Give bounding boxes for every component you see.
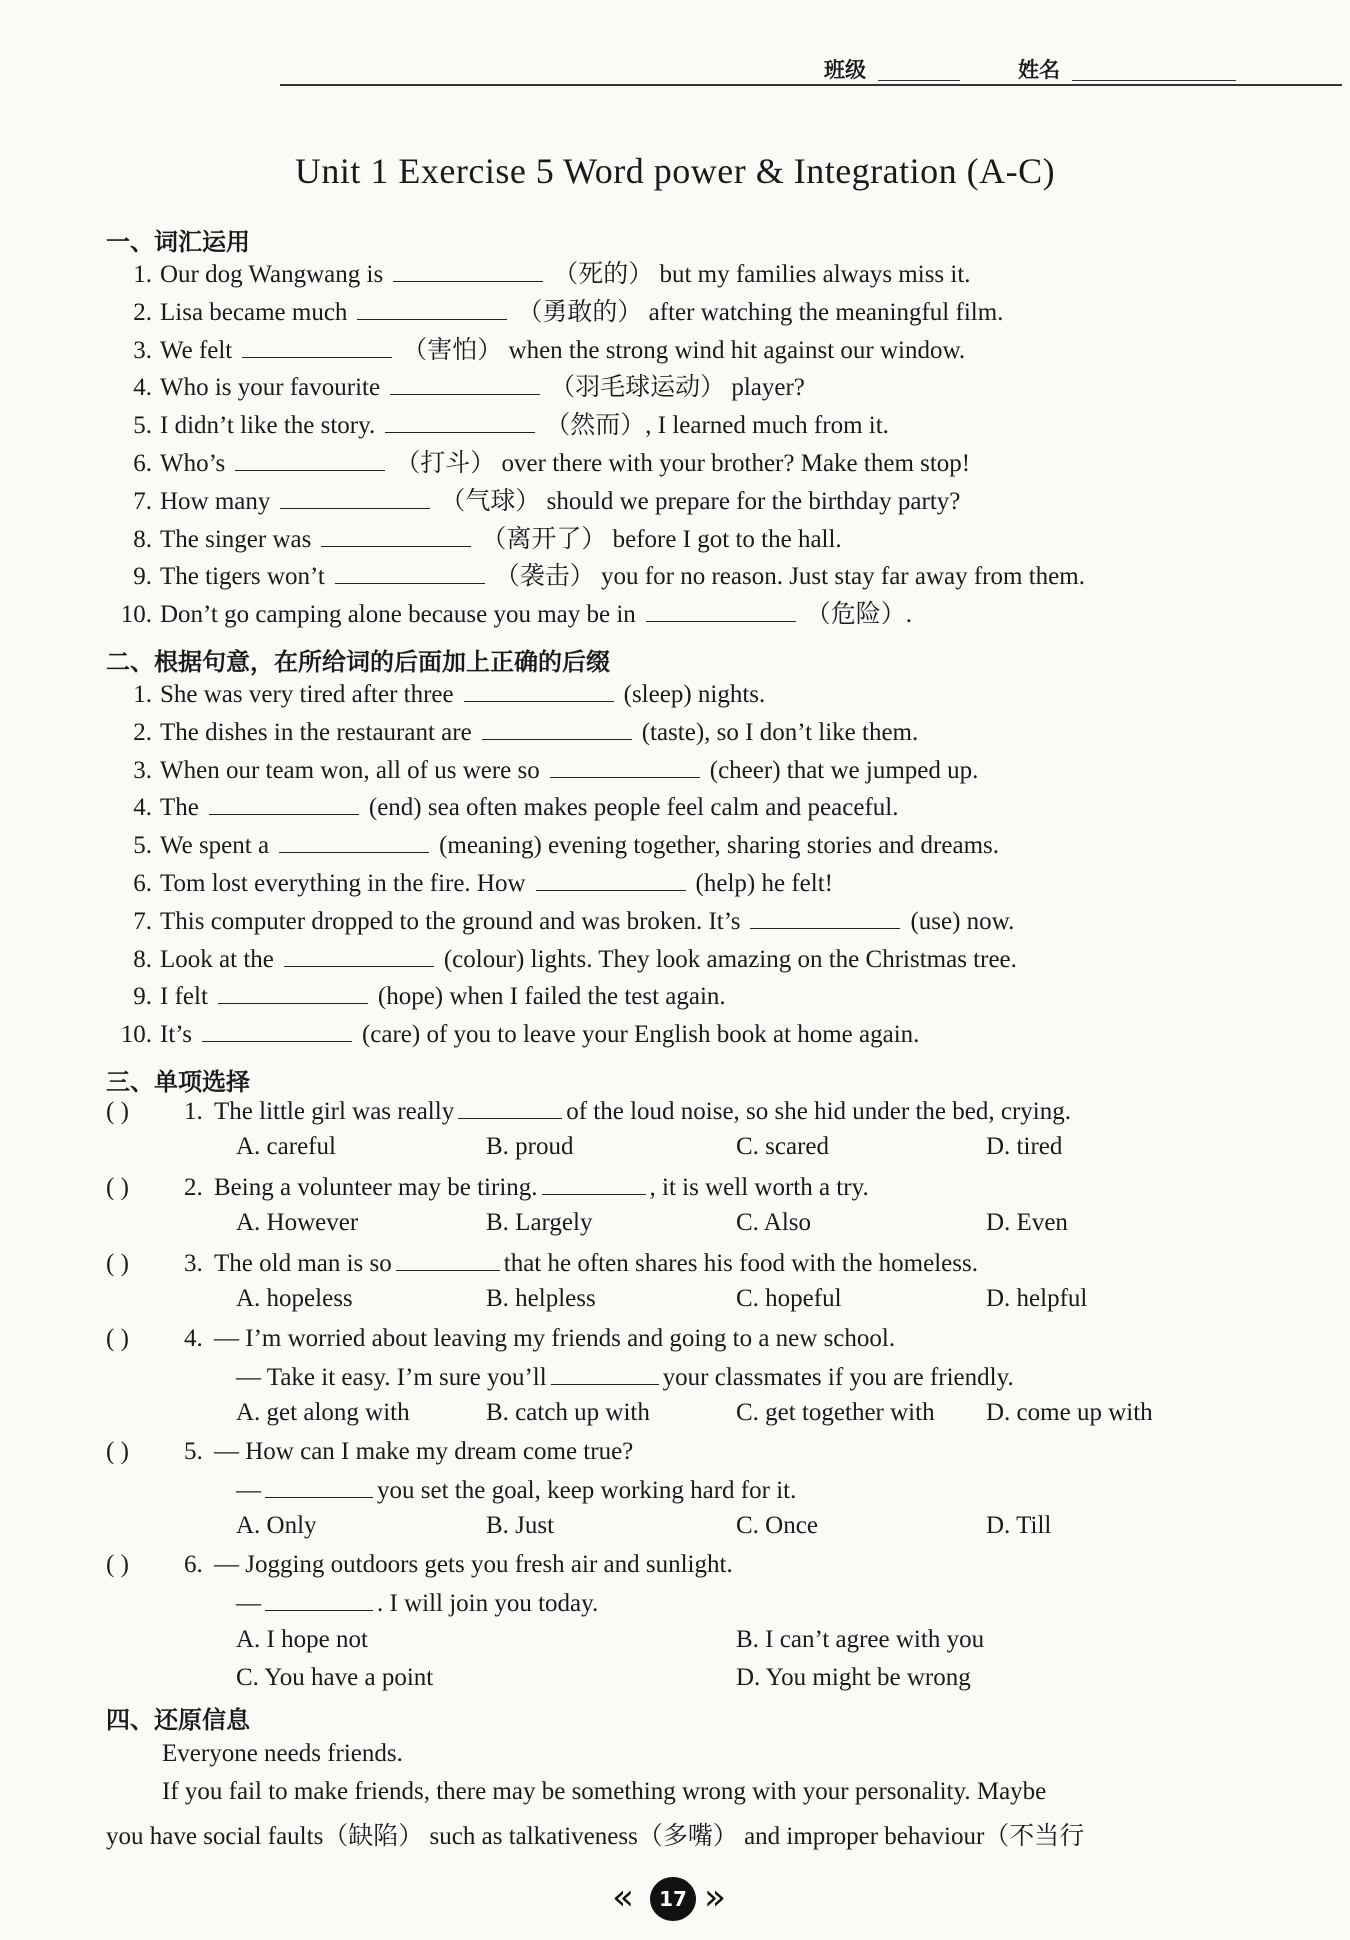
question-text-after: (hope) when I failed the test again.: [377, 983, 726, 1011]
answer-blank[interactable]: [396, 1248, 500, 1271]
class-blank: [878, 80, 960, 81]
page-number: 17: [650, 1877, 696, 1921]
option-c[interactable]: C. scared: [736, 1133, 830, 1160]
question-text-after: (cheer) that we jumped up.: [709, 756, 979, 784]
section3-heading: 三、单项选择: [106, 1068, 250, 1096]
question-text-before: We spent a: [160, 832, 270, 860]
question-line: [106, 524, 1286, 555]
question-number: 10.: [120, 1021, 152, 1049]
answer-blank[interactable]: [550, 755, 700, 778]
option-d[interactable]: D. helpful: [986, 1285, 1088, 1312]
question-line: [106, 259, 1286, 290]
option-a[interactable]: A. careful: [236, 1133, 336, 1160]
question-text-before: Look at the: [160, 945, 274, 973]
answer-blank[interactable]: [542, 1172, 646, 1195]
question-line: [106, 372, 1286, 403]
answer-blank[interactable]: [202, 1019, 352, 1042]
answer-paren[interactable]: ( ): [106, 1098, 129, 1125]
question-text-before: I didn’t like the story.: [160, 412, 376, 440]
question-line: [106, 792, 1286, 823]
question-number: 3.: [133, 336, 152, 364]
question-text-after: (sleep) nights.: [623, 681, 766, 708]
mc-question-6: ( ) 6. — Jogging outdoors gets you fresh air and sunlight.: [106, 1551, 733, 1578]
question-line: [106, 830, 1286, 861]
question-text-before: How many: [160, 487, 271, 515]
question-number: 9.: [133, 563, 152, 591]
answer-blank[interactable]: [284, 944, 434, 967]
question-number: 5.: [133, 412, 152, 440]
answer-blank[interactable]: [646, 599, 796, 622]
question-number: 8.: [133, 945, 152, 973]
section2-heading: 二、根据句意，在所给词的后面加上正确的后缀: [106, 648, 610, 676]
question-line: [106, 981, 1286, 1012]
option-d[interactable]: D. tired: [986, 1133, 1063, 1160]
question-text-after: (colour) lights. They look amazing on the Christmas tree.: [443, 945, 1017, 973]
question-number: 7.: [133, 907, 152, 935]
answer-blank[interactable]: [464, 679, 614, 702]
answer-blank[interactable]: [482, 717, 632, 740]
mc-question-4: ( ) 4. — I’m worried about leaving my friends and going to a new school.: [106, 1325, 896, 1352]
question-line: [106, 944, 1286, 975]
question-text-after: (help) he felt!: [695, 870, 833, 897]
option-c[interactable]: C. hopeful: [736, 1285, 842, 1312]
option-b[interactable]: B. helpless: [486, 1285, 596, 1312]
question-text-after: (taste), so I don’t like them.: [641, 718, 919, 746]
question-line: [106, 410, 1286, 441]
option-a[interactable]: A. Only: [236, 1512, 317, 1539]
option-a[interactable]: A. get along with: [236, 1399, 410, 1426]
question-text-before: The: [160, 794, 199, 822]
question-text-before: The tigers won’t: [160, 563, 325, 591]
answer-blank[interactable]: [393, 259, 543, 282]
option-b[interactable]: B. proud: [486, 1133, 574, 1160]
question-number: 6.: [133, 870, 152, 897]
header-rule: [280, 84, 1342, 86]
question-text-before: Who is your favourite: [160, 374, 381, 402]
option-b[interactable]: B. Largely: [486, 1209, 593, 1236]
option-c[interactable]: C. You have a point: [236, 1664, 434, 1691]
question-text-after: （勇敢的） after watching the meaningful film.: [517, 298, 1004, 326]
answer-blank[interactable]: [242, 335, 392, 358]
question-text-after: （害怕） when the strong wind hit against our window.: [402, 336, 966, 364]
question-text-after: （危险）.: [805, 601, 913, 629]
answer-blank[interactable]: [321, 524, 471, 547]
passage-line-2: If you fail to make friends, there may be something wrong with your personality. Maybe: [162, 1778, 1047, 1805]
answer-blank[interactable]: [458, 1096, 562, 1119]
answer-blank[interactable]: [265, 1475, 373, 1498]
question-line: [106, 561, 1286, 592]
question-text-before: She was very tired after three: [160, 681, 454, 708]
question-text-after: (use) now.: [910, 907, 1015, 935]
section1-heading: 一、词汇运用: [106, 228, 250, 256]
question-number: 5.: [133, 832, 152, 860]
question-text-before: The dishes in the restaurant are: [160, 718, 472, 746]
class-label: 班级: [824, 58, 866, 82]
question-text-after: （然而）, I learned much from it.: [545, 412, 889, 440]
question-number: 4.: [133, 794, 152, 822]
question-number: 2.: [133, 298, 152, 326]
mc-question-4-line2: — Take it easy. I’m sure you’ll your classmates if you are friendly.: [236, 1364, 1014, 1391]
question-text-after: （袭击） you for no reason. Just stay far away from them.: [494, 563, 1085, 591]
answer-blank[interactable]: [357, 297, 507, 320]
question-text-before: Don’t go camping alone because you may be in: [160, 601, 636, 629]
mc-question-5: ( ) 5. — How can I make my dream come true?: [106, 1438, 634, 1465]
question-text-before: Who’s: [160, 450, 226, 477]
question-text-after: （羽毛球运动） player?: [550, 374, 805, 402]
answer-blank[interactable]: [209, 792, 359, 815]
question-line: [106, 335, 1286, 366]
option-b[interactable]: B. I can’t agree with you: [736, 1626, 985, 1653]
answer-paren[interactable]: ( ): [106, 1325, 129, 1352]
answer-blank[interactable]: [265, 1588, 373, 1611]
question-text-before: Our dog Wangwang is: [160, 261, 384, 288]
answer-blank[interactable]: [750, 906, 900, 929]
question-number: 7.: [133, 487, 152, 515]
question-line: [106, 755, 1286, 786]
question-line: [106, 868, 1286, 899]
question-number: 2.: [133, 718, 152, 746]
question-number: 3.: [133, 756, 152, 784]
section4-heading: 四、还原信息: [106, 1706, 250, 1734]
question-number: 8.: [133, 525, 152, 553]
answer-blank[interactable]: [335, 561, 485, 584]
option-a[interactable]: A. I hope not: [236, 1626, 368, 1653]
question-text-before: We felt: [160, 336, 233, 364]
name-label: 姓名: [1018, 58, 1060, 82]
option-b[interactable]: B. Just: [486, 1512, 555, 1539]
question-line: [106, 448, 1286, 479]
question-number: 1.: [133, 261, 152, 288]
question-line: [106, 297, 1286, 328]
answer-paren[interactable]: ( ): [106, 1250, 129, 1277]
option-d[interactable]: D. Even: [986, 1209, 1068, 1236]
option-c[interactable]: C. get together with: [736, 1399, 935, 1426]
mc-question-6-line2: — . I will join you today.: [236, 1590, 599, 1617]
answer-blank[interactable]: [218, 981, 368, 1004]
question-text-after: （打斗） over there with your brother? Make them stop!: [395, 450, 971, 477]
question-text-before: When our team won, all of us were so: [160, 756, 540, 784]
question-line: [106, 906, 1286, 937]
answer-paren[interactable]: ( ): [106, 1551, 129, 1578]
option-c[interactable]: C. Once: [736, 1512, 818, 1539]
passage-line-3: you have social faults（缺陷） such as talkativeness（多嘴） and improper behaviour（不当行: [106, 1823, 1085, 1850]
answer-blank[interactable]: [536, 868, 686, 891]
answer-blank[interactable]: [280, 486, 430, 509]
option-d[interactable]: D. Till: [986, 1512, 1052, 1539]
mc-question-5-line2: — you set the goal, keep working hard for it.: [236, 1477, 797, 1504]
question-text-after: (end) sea often makes people feel calm and peaceful.: [368, 794, 899, 822]
question-text-before: Lisa became much: [160, 298, 348, 326]
chevron-left-icon: «: [612, 1877, 635, 1918]
question-text-before: I felt: [160, 983, 208, 1011]
question-number: 9.: [133, 983, 152, 1011]
question-text-after: （死的） but my families always miss it.: [553, 261, 971, 288]
question-text-before: It’s: [160, 1021, 192, 1049]
question-line: [106, 679, 1286, 710]
answer-blank[interactable]: [279, 830, 429, 853]
question-line: [106, 599, 1286, 630]
mc-question-1: ( ) 1. The little girl was really of the loud noise, so she hid under the bed, crying.: [106, 1098, 1071, 1125]
option-b[interactable]: B. catch up with: [486, 1399, 650, 1426]
question-line: [106, 486, 1286, 517]
page-title: Unit 1 Exercise 5 Word power & Integration (A-C): [294, 151, 1056, 191]
question-text-before: This computer dropped to the ground and was broken. It’s: [160, 907, 741, 935]
question-text-before: The singer was: [160, 525, 312, 553]
option-a[interactable]: A. hopeless: [236, 1285, 353, 1312]
page-number-badge: [612, 1874, 738, 1924]
question-number: 6.: [133, 450, 152, 477]
question-number: 1.: [133, 681, 152, 708]
answer-paren[interactable]: ( ): [106, 1438, 129, 1465]
passage-line-1: Everyone needs friends.: [162, 1740, 403, 1767]
chevron-right-icon: »: [704, 1877, 727, 1918]
answer-blank[interactable]: [385, 410, 535, 433]
mc-question-3: ( ) 3. The old man is so that he often shares his food with the homeless.: [106, 1250, 978, 1277]
question-line: [106, 1019, 1286, 1050]
question-text-before: Tom lost everything in the fire. How: [160, 870, 526, 897]
question-text-after: （离开了） before I got to the hall.: [481, 525, 842, 553]
answer-blank[interactable]: [551, 1362, 659, 1385]
option-a[interactable]: A. However: [236, 1209, 359, 1236]
mc-question-2: ( ) 2. Being a volunteer may be tiring. , it is well worth a try.: [106, 1174, 869, 1201]
answer-blank[interactable]: [235, 448, 385, 471]
answer-blank[interactable]: [390, 372, 540, 395]
option-d[interactable]: D. You might be wrong: [736, 1664, 971, 1691]
question-line: [106, 717, 1286, 748]
answer-paren[interactable]: ( ): [106, 1174, 129, 1201]
option-c[interactable]: C. Also: [736, 1209, 812, 1236]
question-text-after: (care) of you to leave your English book at home again.: [361, 1021, 920, 1049]
question-text-after: (meaning) evening together, sharing stories and dreams.: [439, 832, 999, 860]
question-number: 10.: [120, 601, 152, 629]
name-blank: [1072, 80, 1236, 81]
question-number: 4.: [133, 374, 152, 402]
question-text-after: （气球） should we prepare for the birthday party?: [440, 487, 961, 515]
option-d[interactable]: D. come up with: [986, 1399, 1153, 1426]
